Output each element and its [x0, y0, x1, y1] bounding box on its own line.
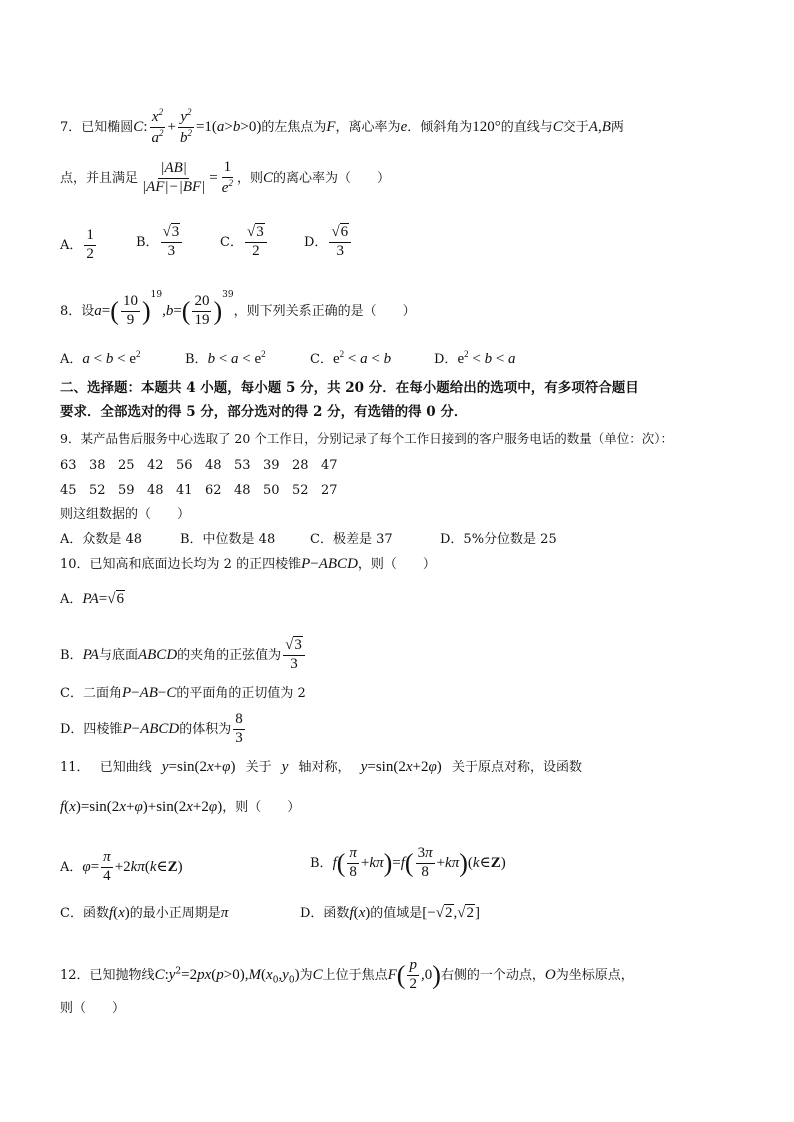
text: 的左焦点为	[261, 119, 327, 135]
q9-option-d: D．5%分位数是 25	[440, 532, 557, 547]
text: 交于	[562, 119, 589, 135]
text: 的直线与	[500, 119, 553, 135]
question-11-line-2: f(x)=sin(2x+φ)+sin(2x+2φ)，则（ ）	[60, 799, 301, 815]
question-8-line-1: 8．设a=( $\frac{10}{9}$ )$^{19}$,b=( $\frac{20}{19}$ )$^{39}$，则下列关系正确的是（ ）	[60, 290, 416, 328]
question-9-ask: 则这组数据的（ ）	[60, 507, 191, 522]
text: 的离心率为（ ）	[272, 170, 390, 186]
q10-option-b: B．PA与底面ABCD的夹角的正弦值为 $\frac{√3}{3}$	[60, 638, 307, 673]
q8-option-c: C．$e^2 < a < b$	[310, 349, 392, 367]
q9-option-b: B．中位数是 48	[180, 532, 276, 547]
text: 已知椭圆	[81, 119, 134, 135]
math: :	[143, 118, 148, 135]
q10-option-a: A．PA=√6	[60, 591, 124, 607]
question-11-line-1: 11． 已知曲线 y=sin(2x+φ) 关于 y 轴对称， y=sin(2x+2φ) 关于原点对称，设函数	[60, 759, 582, 775]
q8-option-d: D．$e^2 < b < a$	[434, 349, 516, 367]
q7-option-d: D． $\frac{√6}{3}$	[304, 225, 353, 260]
q11-option-c: C．函数f(x)的最小正周期是π	[60, 905, 229, 921]
question-12-line-1: 12．已知抛物线$C:y^2=2px(p>0),M(x_0,y_0)$为C上位于焦点F( $\frac{p}{2}$ ,0)右侧的一个动点，O为坐标原点，	[60, 957, 634, 992]
question-7-line-2: 点，并且满足 $\frac{|AB|}{|AF|-|BF|}$ = $\frac{1}{e^2}$ ，则C的离心率为（ ）	[60, 159, 390, 196]
section-2-heading-line-2: 要求．全部选对的得 5 分，部分选对的得 2 分，有选错的得 0 分．	[60, 404, 468, 420]
text: 两	[610, 119, 624, 135]
fraction: $\frac{1}{e^2}$	[221, 159, 233, 196]
data-row-2: 45 52 59 48 41 62 48 50 52 27	[60, 483, 338, 498]
q10-option-c: C．二面角P−AB−C的平面角的正切值为 2	[60, 685, 306, 701]
fraction: $\frac{|AB|}{|AF|-|BF|}$	[142, 160, 206, 195]
fraction: $\frac{x^2}{a^2}$	[151, 107, 164, 146]
math: C	[133, 118, 144, 135]
q7-option-c: C． $\frac{√3}{2}$	[220, 225, 269, 260]
q9-option-c: C．极差是 37	[310, 532, 393, 547]
question-7-line-1: 7．已知椭圆C: $\frac{x^2}{a^2}$ + $\frac{y^2}{b^2}$ =1(a>b>0)的左焦点为F，离心率为e．倾斜角为120°的直线与C交于A,B两	[60, 107, 624, 146]
q11-option-b: B．f( $\frac{\pi}{8}$ +kπ)=f( $\frac{3\pi}{8}$ +kπ)(k∈Z)	[310, 845, 506, 880]
text: ，则	[236, 170, 263, 186]
q8-option-b: B．$b < a < e^2$	[185, 349, 266, 367]
question-number: 7．	[60, 119, 82, 135]
q11-option-a: A．φ= $\frac{\pi}{4}$ +2kπ(k∈Z)	[60, 849, 183, 884]
question-10-line-1: 10．已知高和底面边长均为 2 的正四棱锥P−ABCD，则（ ）	[60, 556, 436, 572]
question-12-line-2: 则（ ）	[60, 1001, 126, 1016]
text: ．倾斜角为	[407, 119, 473, 135]
q8-option-a: A．$a < b < e^2$	[60, 349, 141, 367]
fraction: $\frac{y^2}{b^2}$	[179, 107, 192, 146]
q9-option-a: A．众数是 48	[60, 532, 143, 547]
q7-option-b: B． $\frac{√3}{3}$	[136, 225, 184, 260]
q10-option-d: D．四棱锥P−ABCD的体积为 $\frac{8}{3}$	[60, 711, 243, 746]
q11-option-d: D．函数f(x)的值域是[−√2,√2]	[300, 905, 480, 921]
section-2-heading-line-1: 二、选择题：本题共 4 小题，每小题 5 分，共 20 分．在每小题给出的选项中，有多项符合题目	[60, 380, 639, 396]
q7-option-a: A． $\frac{1}{2}$	[60, 227, 94, 262]
question-9-text: 9．某产品售后服务中心选取了 20 个工作日，分别记录了每个工作日接到的客户服务电话的数量（单位：次）：	[60, 431, 674, 446]
text: ，离心率为	[335, 119, 401, 135]
data-row-1: 63 38 25 42 56 48 53 39 28 47	[60, 458, 338, 473]
text: 点，并且满足	[60, 170, 139, 186]
